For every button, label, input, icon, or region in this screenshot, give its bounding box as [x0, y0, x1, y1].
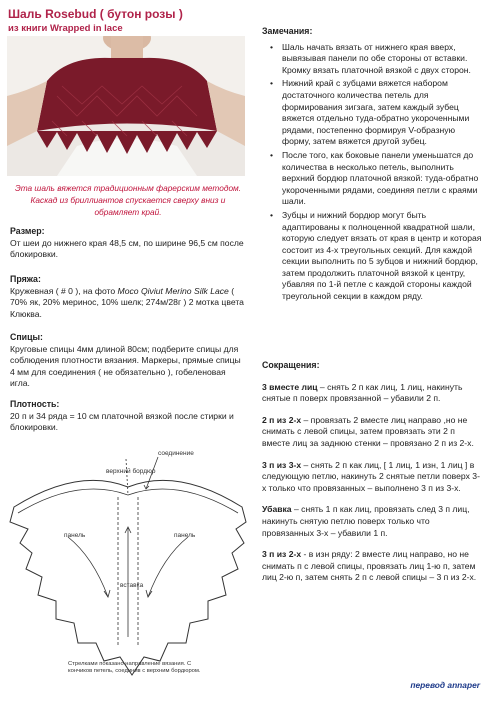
abbreviations-heading: Сокращения: — [262, 360, 320, 370]
abbreviation-text: - в изн ряду: 2 вместе лиц направо, но не снимать п с левой спицы, провязать лиц 1-ю п, затем лиц 2-ю п, затем снять 2 п с левой спицы – 3 п из 2-х. — [262, 549, 477, 583]
note-item: • Зубцы и нижний бордюр могут быть адаптированы к полноценной квадратной шали, которую следует вязать от края в центр и которая состоит из 4-х треугольных секций. Для каждой секции выполнить по 5 зубцов и нижний бордюр, затем продолжить платочной вязкой к центру, убавляя по 1-й петле с каждой стороны каждой треугольной секции в каждом ряду. — [262, 210, 484, 303]
abbreviation-text: – снять 1 п как лиц, провязать след 3 п лиц, накинуть снятую петлю поверх только что провязанных 3-х – убавили 1 п. — [262, 504, 470, 538]
yarn-brand: Moco Qiviut Merino Silk Lace — [117, 285, 229, 296]
abbreviation-text: – снять 2 п как лиц, 1 лиц, накинуть снятые п поверх провязанной – убавили 2 п. — [262, 381, 463, 404]
abbreviation-item — [262, 415, 484, 450]
label-insert-connection: соединение — [158, 450, 194, 457]
yarn-text-part1: Кружевная ( # 0 ), на фото — [10, 285, 118, 296]
notes-heading: Замечания: — [262, 26, 313, 36]
abbreviation-item — [262, 504, 484, 539]
gauge-heading: Плотность: — [10, 399, 60, 409]
abbreviation-term: 3 п из 2-х — [262, 549, 302, 560]
yarn-heading: Пряжа: — [10, 274, 41, 284]
abbreviations-section — [262, 360, 484, 594]
abbreviation-term: 3 п из 3-х — [262, 459, 302, 470]
size-text: От шеи до нижнего края 48,5 см, по ширине 96,5 см после блокировки. — [10, 237, 244, 259]
needles-text: Круговые спицы 4мм длиной 80см; подберите спицы для соблюдения плотности вязания. Маркеры, прямые спицы 4 мм для соединения ( не обязательно ), гобеленовая игла. — [10, 343, 241, 388]
abbreviation-item — [262, 382, 484, 405]
abbreviation-term: 2 п из 2-х — [262, 414, 302, 425]
yarn-text — [10, 286, 246, 321]
label-top-border: верхний бордюр — [106, 468, 156, 475]
notes-section — [262, 26, 484, 305]
abbreviation-text: – провязать 2 вместе лиц направо ,но не снимать с левой спицы, затем провязать эти 2 п вместе лиц за заднюю стенки – провязано 2 п из 2-х. — [262, 414, 474, 448]
size-heading: Размер: — [10, 226, 45, 236]
label-insert: вставка — [120, 582, 144, 589]
yarn-text-part2: ( 70% як, 20% меринос, 10% шелк; 274м/28г ) 2 мотка цвета Клюква. — [10, 285, 244, 319]
size-section — [10, 226, 246, 261]
abbreviation-text: – снять 2 п как лиц, [ 1 лиц, 1 изн, 1 лиц ] в следующую петлю, накинуть 2 снятые петли поверх 3-х только что провязанных – выполнено 3 п из 3-х. — [262, 459, 480, 493]
photo-caption: Эта шаль вяжется традиционным фарерским методом. Каскад из бриллиантов спускается сверху вниз и обрамляет край. — [14, 183, 242, 217]
note-item: • Шаль начать вязать от нижнего края вверх, вывязывая панели по обе стороны от вставки. Кромку вязать платочной вязкой с двух сторон. — [262, 42, 484, 77]
label-panel-right: панель — [174, 532, 196, 539]
abbreviation-item — [262, 460, 484, 495]
abbreviation-term: Убавка — [262, 504, 292, 515]
gauge-section — [10, 399, 246, 434]
shawl-photo — [7, 36, 245, 176]
label-panel-left: панель — [64, 532, 86, 539]
needles-heading: Спицы: — [10, 332, 43, 342]
translator-credit: перевод annaper — [410, 680, 480, 690]
abbreviation-item — [262, 549, 484, 584]
note-item: • Нижний край с зубцами вяжется набором достаточного количества петель для формирования зигзага, затем каждый зубец вяжется отдельно туда-обратно укороченными рядами, постепенно формируя V-образную форму, затем вяжется другой зубец. — [262, 78, 484, 148]
gauge-text: 20 п и 34 ряда = 10 см платочной вязкой после стирки и блокировки. — [10, 410, 234, 432]
arrow-note: Стрелками показано направление вязания. С кончиков петель, соединив с верхним бордюром. — [68, 661, 201, 674]
book-subtitle: из книги Wrapped in lace — [8, 23, 123, 34]
note-item: • После того, как боковые панели уменьшатся до количества в несколько петель, выполнить верхний бордюр платочной вязкой: туда-обратно укороченными рядами, соединяя петли с краями шали. — [262, 150, 484, 208]
yarn-section — [10, 274, 246, 320]
needles-section — [10, 332, 246, 390]
abbreviation-term: 3 вместе лиц — [262, 381, 318, 392]
page-title: Шаль Rosebud ( бутон розы ) — [8, 7, 183, 21]
shawl-schematic — [8, 447, 248, 697]
